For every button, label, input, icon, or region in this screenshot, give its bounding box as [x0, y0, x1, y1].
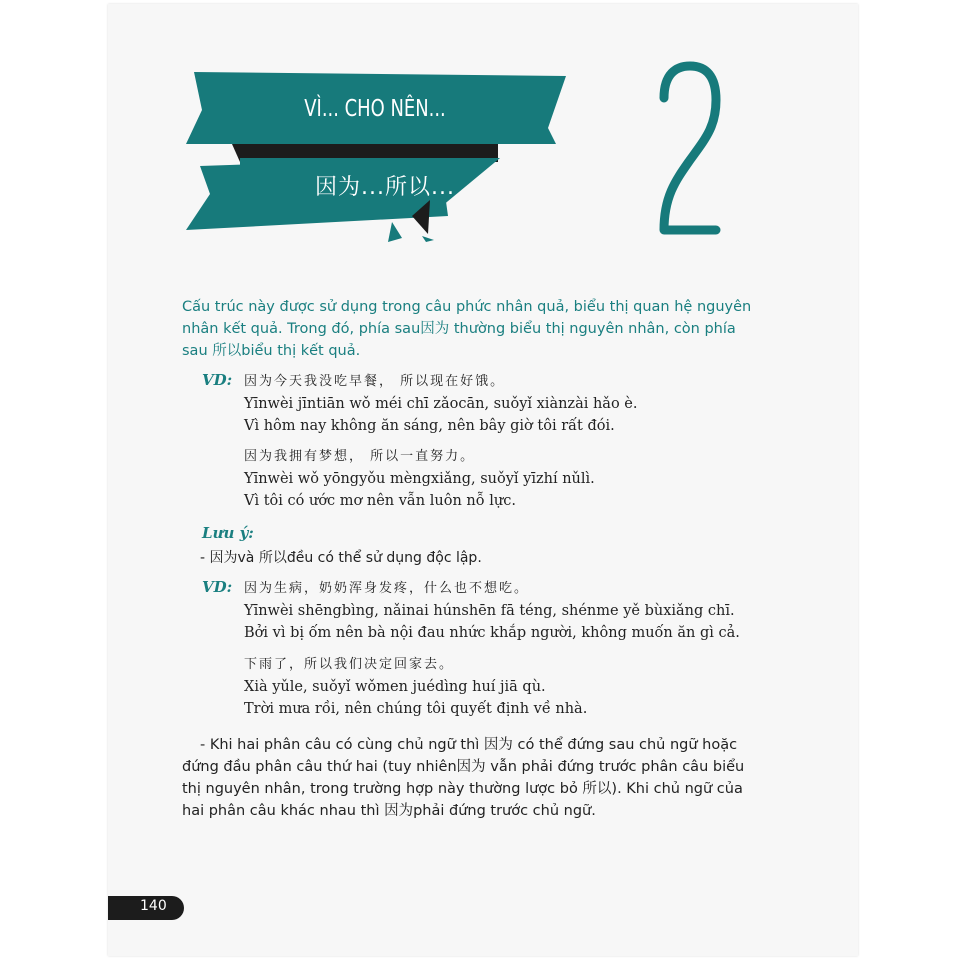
page-number: 140 [140, 898, 167, 914]
example-chinese: 因为我拥有梦想， 所以一直努力。 [244, 449, 476, 464]
example-pinyin: Xià yǔle, suǒyǐ wǒmen juédìng huí jiā qù. [244, 679, 546, 695]
body-line-4: hai phân câu khác nhau thì 因为phải đứng trước chủ ngữ. [182, 803, 596, 819]
example-translation: Trời mưa rồi, nên chúng tôi quyết định về nhà. [244, 701, 588, 717]
intro-line-1: Cấu trúc này được sử dụng trong câu phức nhân quả, biểu thị quan hệ nguyên [182, 299, 752, 315]
banner-tri-3 [422, 236, 434, 242]
body-line-2: đứng đầu phân câu thứ hai (tuy nhiên因为 vẫn phải đứng trước phân câu biểu [182, 759, 745, 775]
example-translation: Bởi vì bị ốm nên bà nội đau nhức khắp người, không muốn ăn gì cả. [244, 625, 740, 641]
example-pinyin: Yīnwèi wǒ yōngyǒu mèngxiǎng, suǒyǐ yīzhí nǔlì. [244, 471, 595, 487]
example-translation: Vì hôm nay không ăn sáng, nên bây giờ tôi rất đói. [244, 418, 615, 434]
example-pinyin: Yīnwèi shēngbìng, nǎinai húnshēn fā téng, shénme yě bùxiǎng chī. [244, 603, 735, 619]
note-line: - 因为và 所以đều có thể sử dụng độc lập. [200, 550, 482, 566]
chapter-number-graphic [650, 56, 730, 246]
banner-tri-2 [388, 222, 402, 242]
body-line-3: thị nguyên nhân, trong trường hợp này thường lược bỏ 所以). Khi chủ ngữ của [182, 781, 743, 797]
banner-title: VÌ... CHO NÊN... [304, 96, 446, 122]
example-label: VD: [202, 578, 233, 596]
title-banner [180, 66, 570, 246]
body-line-1: - Khi hai phân câu có cùng chủ ngữ thì 因为 có thể đứng sau chủ ngữ hoặc [200, 737, 738, 753]
example-chinese: 下雨了，所以我们决定回家去。 [244, 657, 455, 672]
example-translation: Vì tôi có ước mơ nên vẫn luôn nỗ lực. [244, 493, 516, 509]
intro-line-3: sau 所以biểu thị kết quả. [182, 343, 361, 359]
note-label: Lưu ý: [202, 524, 254, 542]
example-label: VD: [202, 371, 233, 389]
example-pinyin: Yīnwèi jīntiān wǒ méi chī zǎocān, suǒyǐ xiànzài hǎo è. [244, 396, 638, 412]
example-chinese: 因为生病，奶奶浑身发疼，什么也不想吃。 [244, 581, 530, 596]
banner-subtitle: 因为...所以... [315, 175, 455, 200]
example-chinese: 因为今天我没吃早餐， 所以现在好饿。 [244, 374, 506, 389]
intro-line-2: nhân kết quả. Trong đó, phía sau因为 thường biểu thị nguyên nhân, còn phía [182, 321, 736, 337]
